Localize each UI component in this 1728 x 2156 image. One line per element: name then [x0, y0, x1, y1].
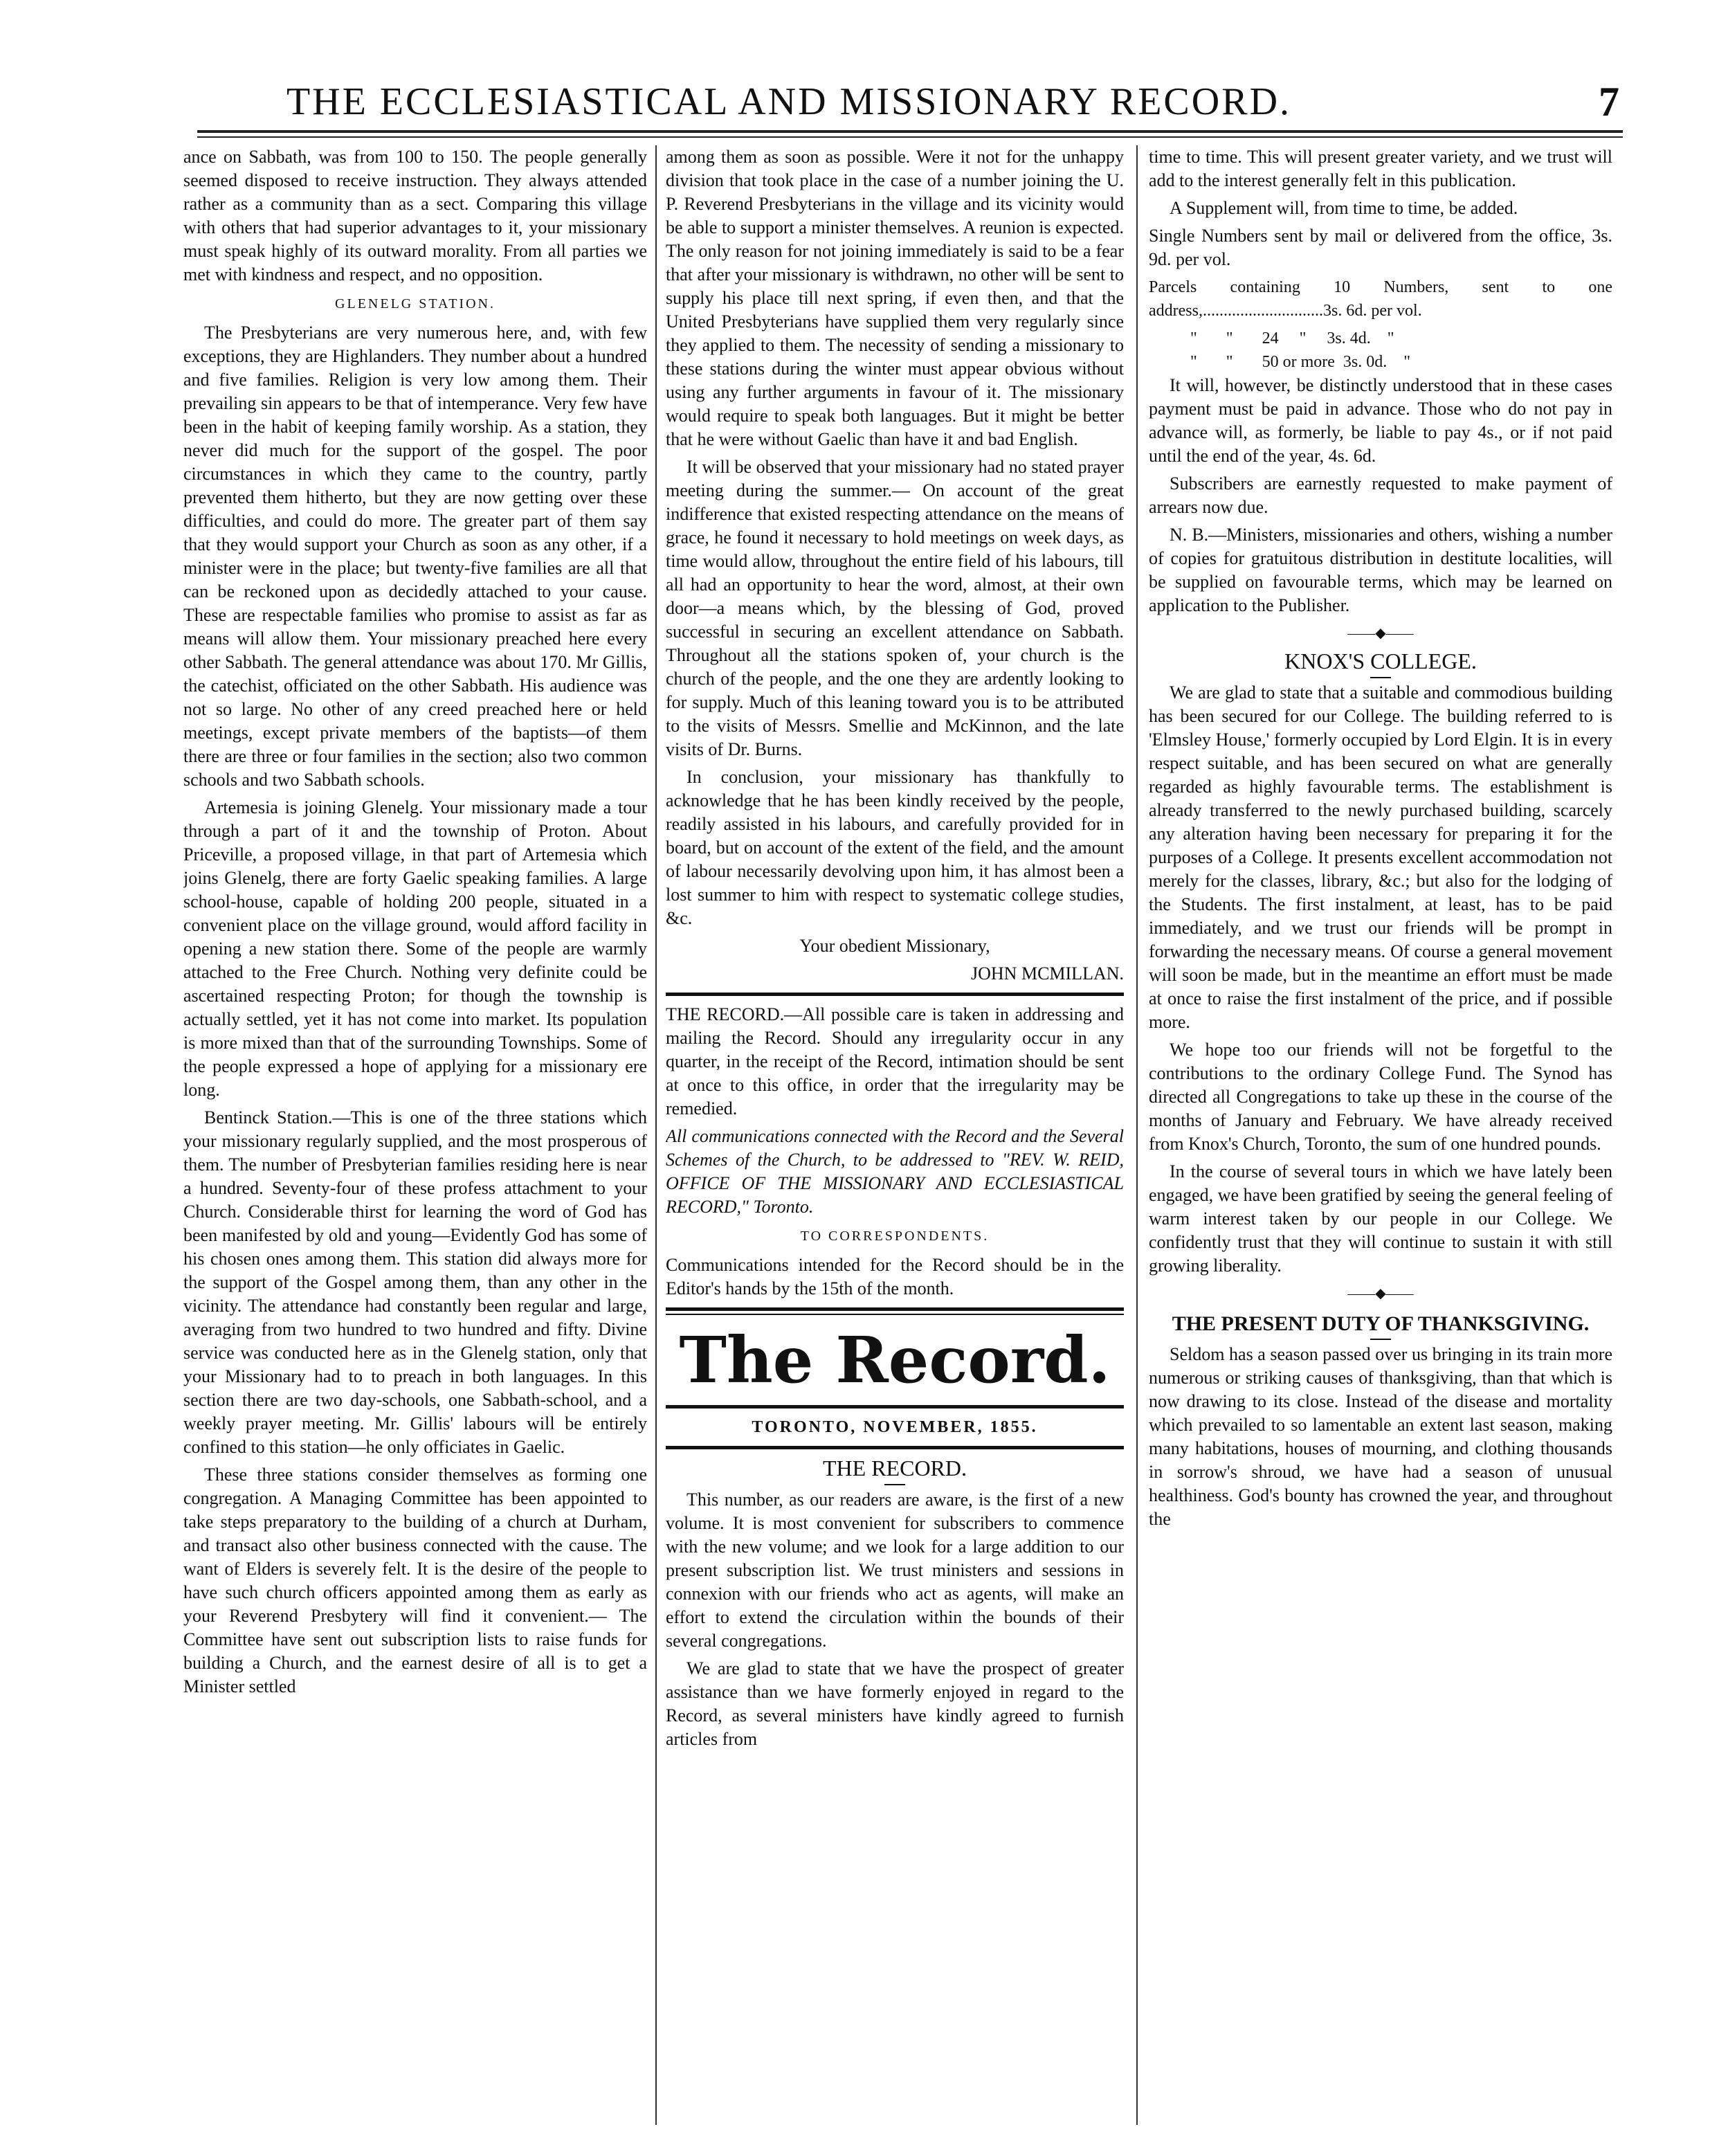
- letter-closing: Your obedient Missionary,: [799, 936, 990, 956]
- short-rule: [884, 1484, 905, 1485]
- price-row: Parcels containing 10 Numbers, sent to one address,.............................3s. 6d. per vol.: [1149, 278, 1612, 320]
- column-2: [666, 145, 1124, 2125]
- divider-rule: [666, 1446, 1124, 1449]
- divider-rule: [666, 993, 1124, 996]
- price-row: " " 24 " 3s. 4d. ": [1190, 329, 1394, 347]
- section-heading-thanksgiving: THE PRESENT DUTY OF THANKSGIVING.: [1172, 1312, 1590, 1335]
- header-rule: [197, 130, 1623, 138]
- notice-paragraph: All communications connected with the Record and the Several Schemes of the Church, to be addressed to "REV. W. REID, OFFICE OF THE MISSIONARY AND ECCLESIASTICAL RECORD," Toronto.: [666, 1126, 1124, 1217]
- correspondents-heading: TO CORRESPONDENTS.: [800, 1229, 990, 1244]
- paragraph: We hope too our friends will not be forgetful to the contributions to the ordinary College Fund. The Synod has directed all Congregations to take up these in the course of the months of January and February. We have already received from Knox's Church, Toronto, the sum of one hundred pounds.: [1149, 1040, 1612, 1154]
- price-list: [1149, 275, 1612, 374]
- paragraph: Artemesia is joining Glenelg. Your missionary made a tour through a part of it and the township of Proton. About Priceville, a proposed village, in that part of Artemesia which joins Glenelg, there are forty Gaelic speaking families. A large school-house, capable of holding 200 people, situated in a convenient place on the village ground, would afford facility in opening a new station there. Some of the people are warmly attached to the Free Church. Nothing very definite could be ascertained respecting Proton; for though the township is actually settled, yet it has not come into market. Its population is more mixed than that of the surrounding Townships. Some of the people expressed a hope of applying for a missionary ere long.: [183, 797, 647, 1100]
- short-rule: [1370, 1339, 1391, 1340]
- paragraph: Bentinck Station.—This is one of the three stations which your missionary regularly supplied, and the most prosperous of them. The number of Presbyterian families residing here is near a hundred. Seventy-four of these profess attachment to your Church. Considerable thirst for learning the word of God has been manifested by old and young—Evidently God has some of his chosen ones among them. This station did always more for the support of the Gospel among them, than any other in the vicinity. The attendance had constantly been regular and large, averaging from two hundred to two hundred and fifty. Divine service was conducted here as in the Glenelg station, only that your Missionary had to to preach in both languages. In this section there are two day-schools, one Sabbath-school, and a weekly prayer meeting. Mr. Gillis' labours will be entirely confined to this station—he only officiates in Gaelic.: [183, 1107, 647, 1457]
- paragraph: The Presbyterians are very numerous here, and, with few exceptions, they are Highlanders. They number about a hundred and five families. Religion is very low among them. Their prevailing sin appears to be that of intemperance. Very few have been in the habit of keeping family worship. As a station, they never did much for the support of the gospel. The poor circumstances in which they came to the country, partly prevented them hitherto, but they are now getting over these difficulties, and could do more. The greater part of them say that they would support your Church as soon as any other, if a minister were in the place; but twenty-five families are all that can be reckoned upon as decidedly attached to your cause. These are respectable families who promise to assist as far as means will allow them. Your missionary preached here every other Sabbath. The general attendance was about 170. Mr Gillis, the catechist, officiated on the other Sabbath. His audience was not so large. No other of any creed preached here or held meetings, except private members of the baptists—of them there are three or four families in the section; also two common schools and two Sabbath schools.: [183, 323, 647, 790]
- letter-signature: JOHN MCMILLAN.: [971, 963, 1124, 984]
- column-1: [183, 145, 647, 2125]
- section-heading-glenelg: GLENELG STATION.: [335, 296, 495, 311]
- column-divider-1: [655, 145, 657, 2125]
- paragraph: In the course of several tours in which we have lately been engaged, we have been gratified by seeing the general feeling of warm interest taken by our people in our College. We confidently trust that they will continue to sustain it with still growing liberality.: [1149, 1161, 1612, 1276]
- price-row: " " 50 or more 3s. 0d. ": [1190, 353, 1411, 371]
- short-rule: [1370, 677, 1391, 678]
- paragraph: A Supplement will, from time to time, be added.: [1170, 198, 1518, 218]
- paragraph: This number, as our readers are aware, is the first of a new volume. It is most convenient for subscribers to commence with the new volume; and we look for a large addition to our present subscription list. We trust ministers and sessions in connexion with our friends who act as agents, will make an effort to extend the circulation within the bounds of their several congregations.: [666, 1489, 1124, 1651]
- page-header: [194, 78, 1619, 126]
- paragraph: We are glad to state that we have the prospect of greater assistance than we have formerly enjoyed in regard to the Record, as several ministers have kindly agreed to furnish articles from: [666, 1658, 1124, 1749]
- column-divider-2: [1136, 145, 1138, 2125]
- column-3: [1149, 145, 1612, 2125]
- running-title: THE ECCLESIASTICAL AND MISSIONARY RECORD.: [286, 80, 1292, 123]
- paragraph: ance on Sabbath, was from 100 to 150. The people generally seemed disposed to receive instruction. They always attended rather as a community than as a sect. Comparing this village with others that had superior advantages to it, your missionary must speak highly of its outward morality. From all parties we met with kindness and respect, and no opposition.: [183, 147, 647, 284]
- paragraph: These three stations consider themselves as forming one congregation. A Managing Committee has been appointed to take steps preparatory to the building of a church at Durham, and transact also other business connected with the cause. The want of Elders is severely felt. It is the desire of the people to have such church officers appointed among them as early as your Reverend Presbytery will find it convenient.— The Committee have sent out subscription lists to raise funds for building a Church, and the earnest desire of all is to get a Minister settled: [183, 1465, 647, 1696]
- masthead-title: The Record.: [679, 1323, 1111, 1397]
- paragraph: Seldom has a season passed over us bringing in its train more numerous or striking causes of thanksgiving, than that which is now drawing to its close. Instead of the disease and mortality which prevailed to so lamentable an extent last season, making many habitations, houses of mourning, and clothing thousands in sorrow's shroud, we have had a season of unusual healthiness. God's bounty has crowned the year, and throughout the: [1149, 1344, 1612, 1529]
- divider-rule: [666, 1405, 1124, 1408]
- record-notice: [666, 1003, 1124, 1301]
- section-heading-record: THE RECORD.: [823, 1456, 967, 1480]
- paragraph: N. B.—Ministers, missionaries and others, wishing a number of copies for gratuitous distribution in destitute localities, will be supplied on favourable terms, which may be learned on application to the Publisher.: [1149, 525, 1612, 615]
- paragraph: It will be observed that your missionary had no stated prayer meeting during the summer.— On account of the great indifference that existed respecting attendance on the means of grace, he found it necessary to hold meetings on week days, as time would allow, throughout the entire field of his labours, till all had an opportunity to hear the word, almost, at their own door—a means which, by the blessing of God, proved successful in securing an excellent attendance on Sabbath. Throughout all the stations spoken of, your church is the church of the people, and the one they are ardently looking to for supply. Much of this leaning toward you is to be attributed to the visits of Messrs. Smellie and McKinnon, and the late visits of Dr. Burns.: [666, 457, 1124, 759]
- section-heading-knox: KNOX'S COLLEGE.: [1284, 649, 1477, 673]
- paragraph: Single Numbers sent by mail or delivered from the office, 3s. 9d. per vol.: [1149, 226, 1612, 269]
- divider-rule: [666, 1307, 1124, 1315]
- notice-paragraph: THE RECORD.—All possible care is taken in addressing and mailing the Record. Should any irregularity occur in any quarter, in the receipt of the Record, intimation should be sent at once to this office, in order that the irregularity may be remedied.: [666, 1004, 1124, 1118]
- dateline: TORONTO, NOVEMBER, 1855.: [752, 1418, 1038, 1436]
- ornament-divider: ——◆——: [1347, 1286, 1414, 1301]
- ornament-divider: ——◆——: [1347, 626, 1414, 641]
- notice-paragraph: Communications intended for the Record should be in the Editor's hands by the 15th of the month.: [666, 1255, 1124, 1298]
- paragraph: In conclusion, your missionary has thankfully to acknowledge that he has been kindly received by the people, readily assisted in his labours, and carefully provided for in board, but on account of the extent of the field, and the amount of labour necessarily devolving upon him, it has almost been a lost summer to him with respect to systematic college studies, &c.: [666, 767, 1124, 928]
- paragraph: among them as soon as possible. Were it not for the unhappy division that took place in the case of a number joining the U. P. Reverend Presbyterians in the village and its vicinity would be able to support a minister themselves. A reunion is expected. The only reason for not joining immediately is said to be a fear that after your missionary is withdrawn, no other will be sent to supply his place till next spring, if even then, and that the United Presbyterians have supplied them very regularly since they applied to them. The necessity of sending a missionary to these stations during the winter must appear obvious without using any further arguments in favour of it. The missionary would require to speak both languages. But it might be better that he were without Gaelic than have it and bad English.: [666, 147, 1124, 449]
- paragraph: time to time. This will present greater variety, and we trust will add to the interest generally felt in this publication.: [1149, 147, 1612, 190]
- paragraph: It will, however, be distinctly understood that in these cases payment must be paid in advance. Those who do not pay in advance will, as formerly, be liable to pay 4s., or if not paid until the end of the year, 4s. 6d.: [1149, 375, 1612, 466]
- page-number: 7: [1599, 79, 1619, 125]
- paragraph: We are glad to state that a suitable and commodious building has been secured for our College. The building referred to is 'Elmsley House,' formerly occupied by Lord Elgin. It is in every respect suitable, and has been secured on what are generally regarded as highly favourable terms. The establishment is already transferred to the newly purchased building, scarcely any alteration having been necessary for preparing it for the purposes of a College. It presents excellent accommodation not merely for the classes, library, &c.; but also for the lodging of the Students. The first instalment, at least, has to be paid immediately, and we trust our friends will be prompt in forwarding the necessary means. Of course a general movement will soon be made, but in the meantime an effort must be made at once to raise the first instalment of the price, and if possible more.: [1149, 682, 1612, 1032]
- paragraph: Subscribers are earnestly requested to make payment of arrears now due.: [1149, 473, 1612, 517]
